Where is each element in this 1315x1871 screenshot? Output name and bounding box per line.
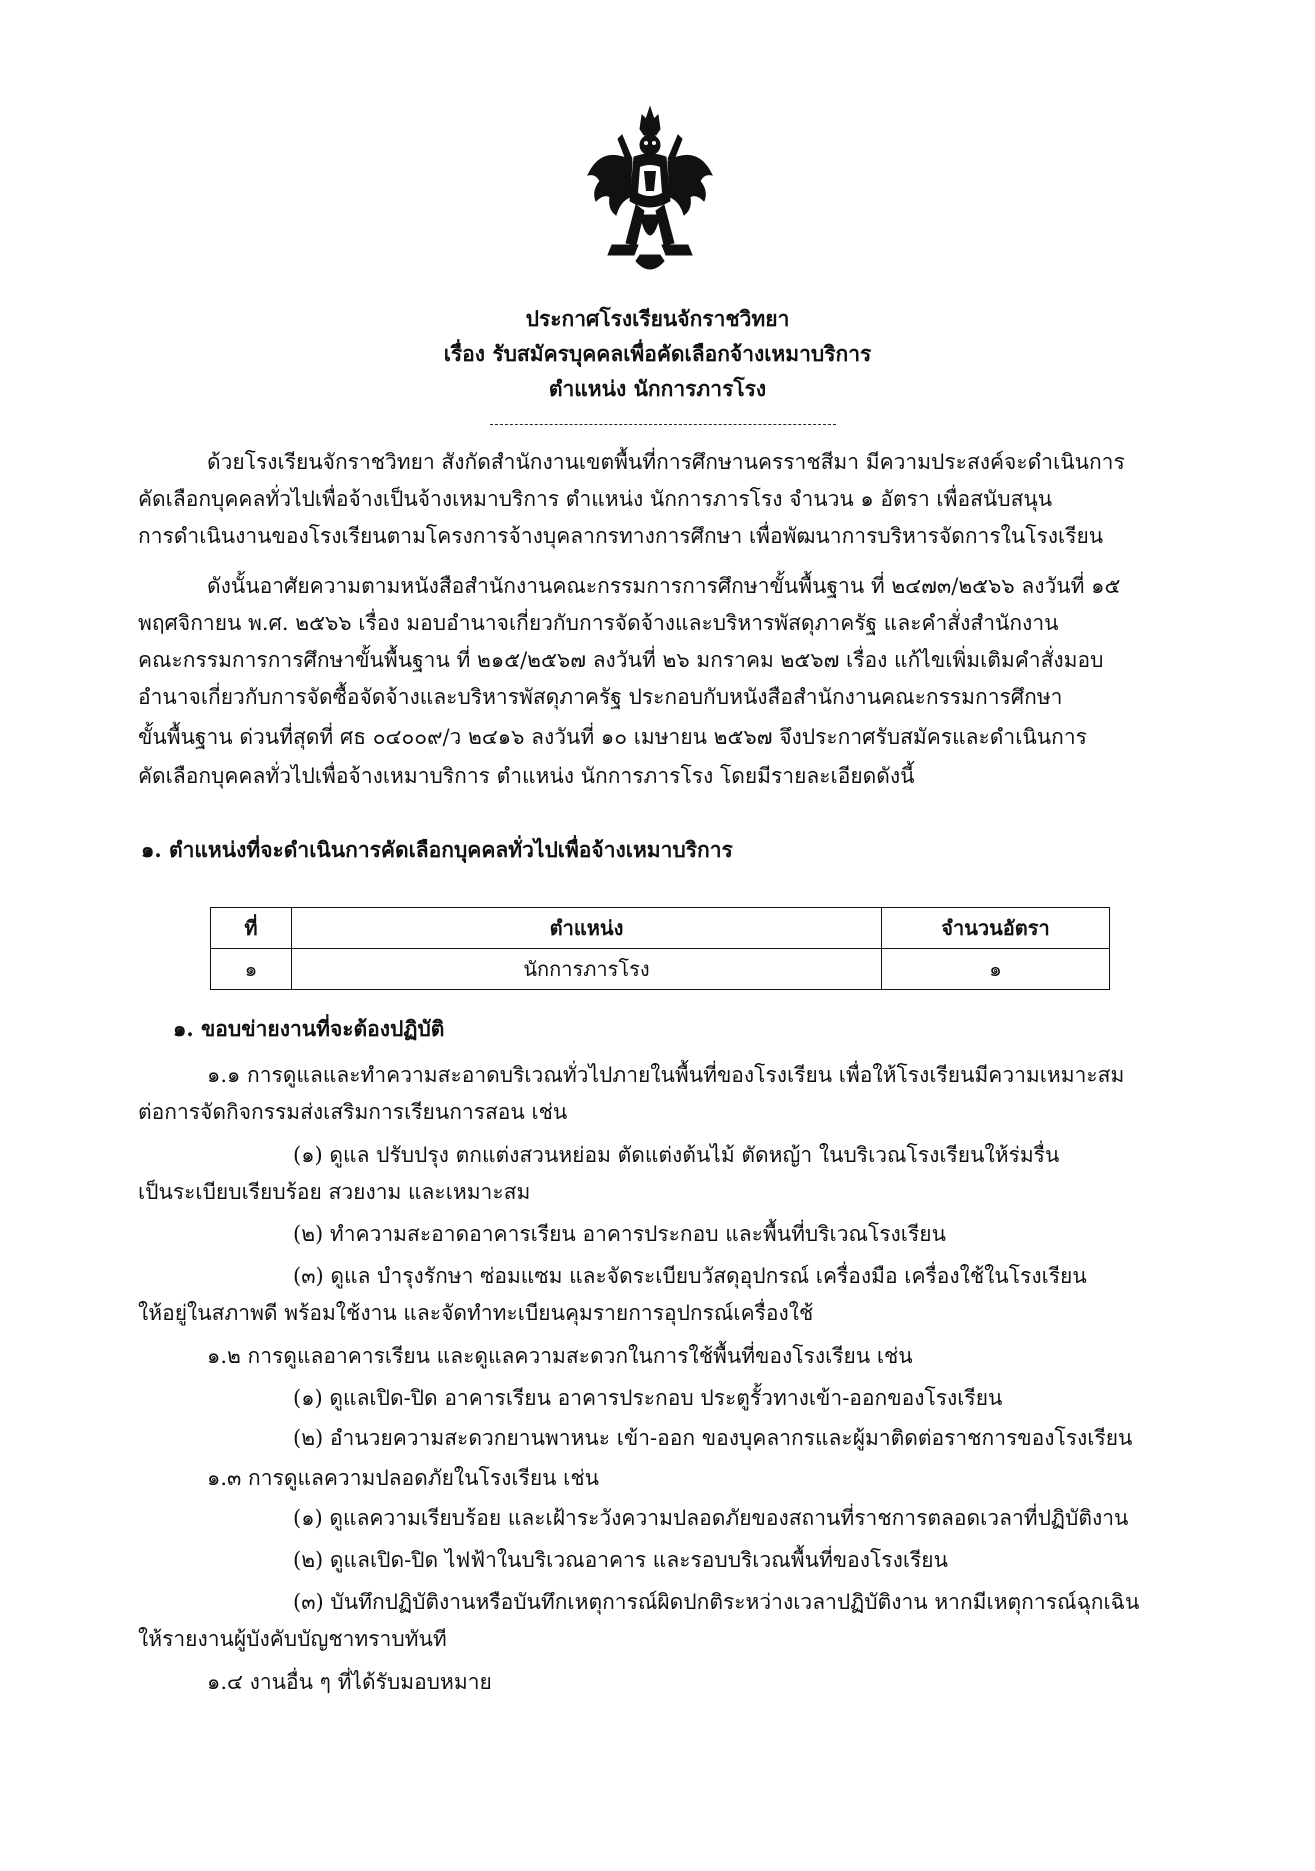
duty-line: (๑) ดูแลเปิด-ปิด อาคารเรียน อาคารประกอบ ประตูรั้วทางเข้า-ออกของโรงเรียน <box>293 1386 1003 1410</box>
announcement-subject: เรื่อง รับสมัครบุคคลเพื่อคัดเลือกจ้างเหมาบริการ <box>443 341 872 366</box>
duty-line: (๑) ดูแลความเรียบร้อย และเฝ้าระวังความปลอดภัยของสถานที่ราชการตลอดเวลาที่ปฏิบัติงาน <box>293 1506 1129 1530</box>
duty-line: ๑.๓ การดูแลความปลอดภัยในโรงเรียน เช่น <box>207 1466 599 1490</box>
col-header-number: ที่ <box>211 908 292 949</box>
announcement-title: ประกาศโรงเรียนจักราชวิทยา <box>525 306 790 331</box>
duty-line: (๓) บันทึกปฏิบัติงานหรือบันทึกเหตุการณ์ผิดปกติระหว่างเวลาปฏิบัติงาน หากมีเหตุการณ์ฉุกเฉิน <box>293 1590 1140 1614</box>
duty-line: ๑.๑ การดูแลและทำความสะอาดบริเวณทั่วไปภายในพื้นที่ของโรงเรียน เพื่อให้โรงเรียนมีความเหมาะสม <box>207 1063 1125 1087</box>
duty-line: (๒) ทำความสะอาดอาคารเรียน อาคารประกอบ และพื้นที่บริเวณโรงเรียน <box>293 1222 946 1246</box>
cell-position: นักการภารโรง <box>292 949 882 990</box>
duty-line: ให้อยู่ในสภาพดี พร้อมใช้งาน และจัดทำทะเบียนคุมรายการอุปกรณ์เครื่องใช้ <box>138 1301 814 1325</box>
duty-line: (๒) อำนวยความสะดวกยานพาหนะ เข้า-ออก ของบุคลากรและผู้มาติดต่อราชการของโรงเรียน <box>293 1426 1133 1450</box>
section-heading: ๑. ตำแหน่งที่จะดำเนินการคัดเลือกบุคคลทั่วไปเพื่อจ้างเหมาบริการ <box>141 837 733 862</box>
cell-count: ๑ <box>882 949 1110 990</box>
intro-line: คณะกรรมการการศึกษาขั้นพื้นฐาน ที่ ๒๑๕/๒๕๖๗ ลงวันที่ ๒๖ มกราคม ๒๕๖๗ เรื่อง แก้ไขเพิ่มเติมคำสั่งมอบ <box>138 648 1104 672</box>
header-divider <box>490 424 836 425</box>
duty-line: ๑.๔ งานอื่น ๆ ที่ได้รับมอบหมาย <box>207 1670 492 1694</box>
duty-line: ๑.๒ การดูแลอาคารเรียน และดูแลความสะดวกในการใช้พื้นที่ของโรงเรียน เช่น <box>207 1344 913 1368</box>
intro-line: ดังนั้นอาศัยความตามหนังสือสำนักงานคณะกรรมการการศึกษาขั้นพื้นฐาน ที่ ๒๔๗๓/๒๕๖๖ ลงวันที่ ๑๕ <box>207 574 1121 598</box>
duties-heading: ๑. ขอบข่ายงานที่จะต้องปฏิบัติ <box>173 1016 445 1041</box>
intro-line: คัดเลือกบุคคลทั่วไปเพื่อจ้างเหมาบริการ ตำแหน่ง นักการภารโรง โดยมีรายละเอียดดังนี้ <box>138 764 915 788</box>
duty-line: ต่อการจัดกิจกรรมส่งเสริมการเรียนการสอน เช่น <box>138 1100 568 1124</box>
duty-line: (๒) ดูแลเปิด-ปิด ไฟฟ้าในบริเวณอาคาร และรอบบริเวณพื้นที่ของโรงเรียน <box>293 1548 948 1572</box>
duty-line: เป็นระเบียบเรียบร้อย สวยงาม และเหมาะสม <box>138 1180 531 1204</box>
garuda-emblem-icon <box>582 105 718 277</box>
duty-line: (๓) ดูแล บำรุงรักษา ซ่อมแซม และจัดระเบียบวัสดุอุปกรณ์ เครื่องมือ เครื่องใช้ในโรงเรียน <box>293 1264 1087 1288</box>
intro-line: คัดเลือกบุคคลทั่วไปเพื่อจ้างเป็นจ้างเหมาบริการ ตำแหน่ง นักการภารโรง จำนวน ๑ อัตรา เพื่อสนับสนุน <box>138 487 1053 511</box>
intro-line: ด้วยโรงเรียนจักราชวิทยา สังกัดสำนักงานเขตพื้นที่การศึกษานครราชสีมา มีความประสงค์จะดำเนินการ <box>207 450 1125 474</box>
duty-line: ให้รายงานผู้บังคับบัญชาทราบทันที <box>138 1627 447 1651</box>
intro-line: พฤศจิกายน พ.ศ. ๒๕๖๖ เรื่อง มอบอำนาจเกี่ยวกับการจัดจ้างและบริหารพัสดุภาครัฐ และคำสั่งสำนักงาน <box>138 611 1059 635</box>
positions-table <box>210 907 1110 990</box>
col-header-position: ตำแหน่ง <box>292 908 882 949</box>
table-row <box>211 949 1110 990</box>
cell-number: ๑ <box>211 949 292 990</box>
intro-line: การดำเนินงานของโรงเรียนตามโครงการจ้างบุคลากรทางการศึกษา เพื่อพัฒนาการบริหารจัดการในโรงเรียน <box>138 524 1104 548</box>
table-header-row <box>211 908 1110 949</box>
intro-line: อำนาจเกี่ยวกับการจัดซื้อจัดจ้างและบริหารพัสดุภาครัฐ ประกอบกับหนังสือสำนักงานคณะกรรมการศึกษา <box>138 685 1063 709</box>
intro-line: ขั้นพื้นฐาน ด่วนที่สุดที่ ศธ ๐๔๐๐๙/ว ๒๔๑๖ ลงวันที่ ๑๐ เมษายน ๒๕๖๗ จึงประกาศรับสมัครและดำเนินการ <box>138 725 1087 749</box>
duty-line: (๑) ดูแล ปรับปรุง ตกแต่งสวนหย่อม ตัดแต่งต้นไม้ ตัดหญ้า ในบริเวณโรงเรียนให้ร่มรื่น <box>293 1143 1060 1167</box>
announcement-position: ตำแหน่ง นักการภารโรง <box>548 376 767 401</box>
col-header-count: จำนวนอัตรา <box>882 908 1110 949</box>
